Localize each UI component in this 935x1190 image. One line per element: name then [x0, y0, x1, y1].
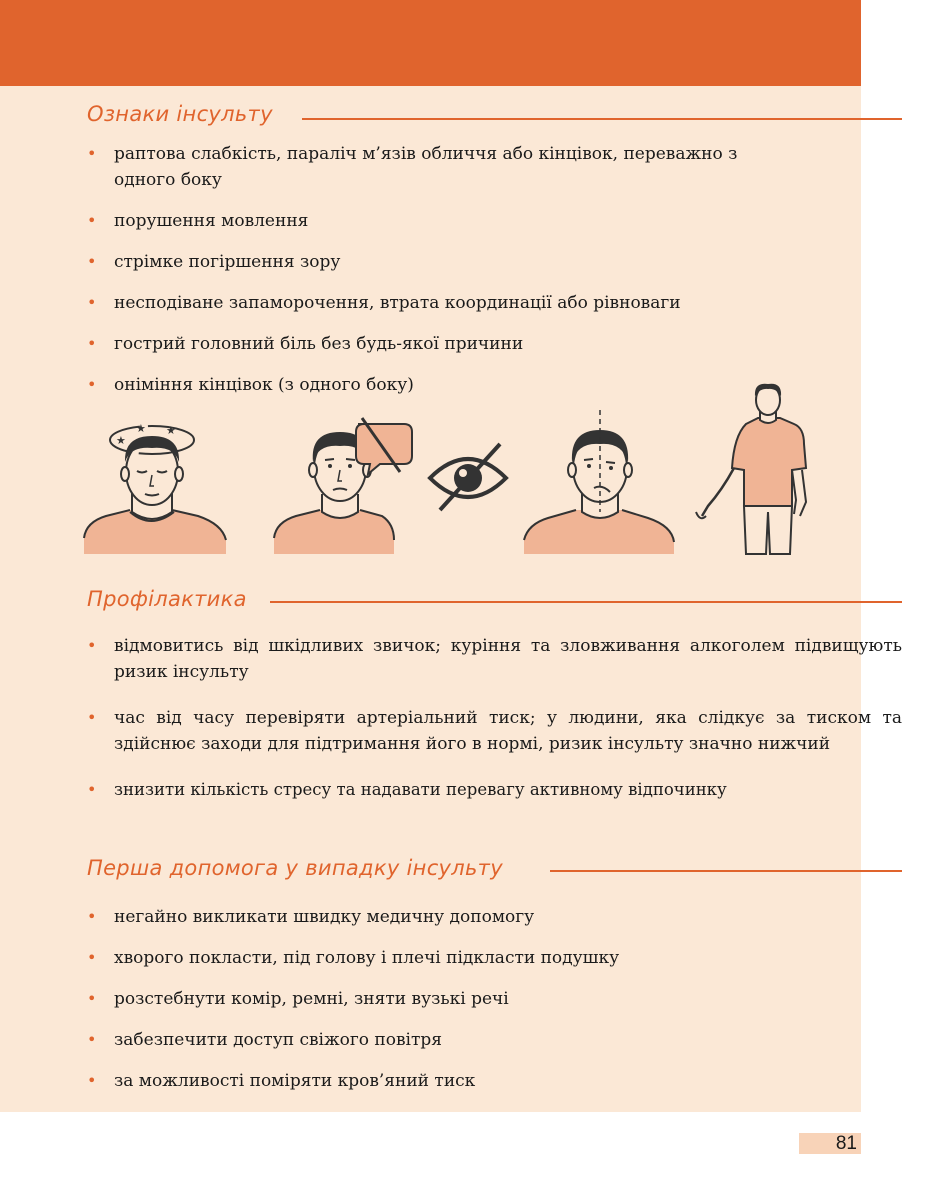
section-rule-first-aid — [550, 870, 902, 872]
page-number: 81 — [799, 1133, 861, 1154]
illustration-strip — [82, 380, 822, 556]
list-item: • порушення мовлення — [87, 208, 902, 234]
svg-text:★: ★ — [116, 434, 126, 447]
signs-list — [87, 141, 902, 398]
section-rule-signs — [302, 118, 902, 120]
limb-numbness-icon — [696, 384, 806, 554]
svg-text:★: ★ — [166, 424, 176, 437]
section-title-prevention: Профілактика — [87, 587, 247, 611]
list-item: • забезпечити доступ свіжого повітря — [87, 1027, 902, 1053]
section-title-signs: Ознаки інсульту — [87, 102, 273, 126]
symptom-illustrations — [82, 380, 822, 556]
header-band — [0, 0, 861, 86]
list-item: • за можливості поміряти кров’яний тиск — [87, 1068, 902, 1094]
dizzy-person-icon — [84, 422, 226, 554]
list-item: • оніміння кінцівок (з одного боку) — [87, 372, 902, 398]
section-title-first-aid: Перша допомога у випадку інсульту — [87, 856, 503, 880]
list-item: • гострий головний біль без будь-якої причини — [87, 331, 902, 357]
prevention-list — [87, 633, 902, 803]
first-aid-list — [87, 904, 902, 1094]
list-item: • стрімке погіршення зору — [87, 249, 902, 275]
list-item: • розстебнути комір, ремні, зняти вузькі речі — [87, 986, 902, 1012]
svg-text:★: ★ — [136, 422, 146, 435]
speech-impairment-icon — [274, 418, 412, 554]
list-item: • негайно викликати швидку медичну допомогу — [87, 904, 902, 930]
section-rule-prevention — [270, 601, 902, 603]
list-item: • знизити кількість стресу та надавати перевагу активному відпочинку — [87, 777, 902, 803]
list-item: • хворого покласти, під голову і плечі підкласти подушку — [87, 945, 902, 971]
list-item: • час від часу перевіряти артеріальний тиск; у людини, яка слідкує за тиском та здійснює заходи для підтримання його в нормі, ризик інсульту значно нижчий — [87, 705, 902, 757]
crossed-eye-icon — [430, 444, 506, 510]
list-item: • несподіване запаморочення, втрата координації або рівноваги — [87, 290, 902, 316]
list-item: • відмовитись від шкідливих звичок; куріння та зловживання алкоголем підвищують ризик інсульту — [87, 633, 902, 685]
facial-asymmetry-icon — [524, 410, 674, 554]
list-item: • раптова слабкість, параліч м’язів обличчя або кінцівок, переважно з одного боку — [87, 141, 902, 193]
